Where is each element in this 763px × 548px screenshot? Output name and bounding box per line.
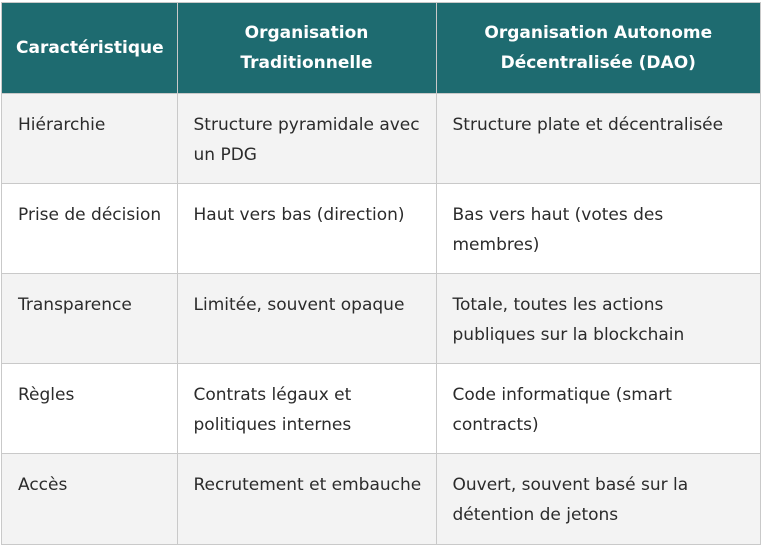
- header-traditional-organisation: Organisation Traditionnelle: [177, 3, 436, 93]
- header-dao: Organisation Autonome Décentralisée (DAO): [436, 3, 760, 93]
- row-label: Règles: [2, 364, 177, 454]
- traditional-cell: Limitée, souvent opaque: [177, 273, 436, 363]
- table-row: [2, 183, 760, 273]
- table-row: [2, 93, 760, 183]
- dao-cell: Ouvert, souvent basé sur la détention de jetons: [436, 454, 760, 544]
- dao-cell: Structure plate et décentralisée: [436, 93, 760, 183]
- dao-cell: Bas vers haut (votes des membres): [436, 183, 760, 273]
- table-row: [2, 273, 760, 363]
- table-header: [2, 3, 760, 93]
- comparison-table: [2, 3, 760, 544]
- dao-cell: Totale, toutes les actions publiques sur la blockchain: [436, 273, 760, 363]
- comparison-table-container: [1, 2, 761, 545]
- row-label: Prise de décision: [2, 183, 177, 273]
- traditional-cell: Recrutement et embauche: [177, 454, 436, 544]
- row-label: Accès: [2, 454, 177, 544]
- traditional-cell: Contrats légaux et politiques internes: [177, 364, 436, 454]
- traditional-cell: Haut vers bas (direction): [177, 183, 436, 273]
- dao-cell: Code informatique (smart contracts): [436, 364, 760, 454]
- table-row: [2, 454, 760, 544]
- table-body: [2, 93, 760, 544]
- header-characteristic: Caractéristique: [2, 3, 177, 93]
- row-label: Transparence: [2, 273, 177, 363]
- row-label: Hiérarchie: [2, 93, 177, 183]
- traditional-cell: Structure pyramidale avec un PDG: [177, 93, 436, 183]
- header-row: [2, 3, 760, 93]
- table-row: [2, 364, 760, 454]
